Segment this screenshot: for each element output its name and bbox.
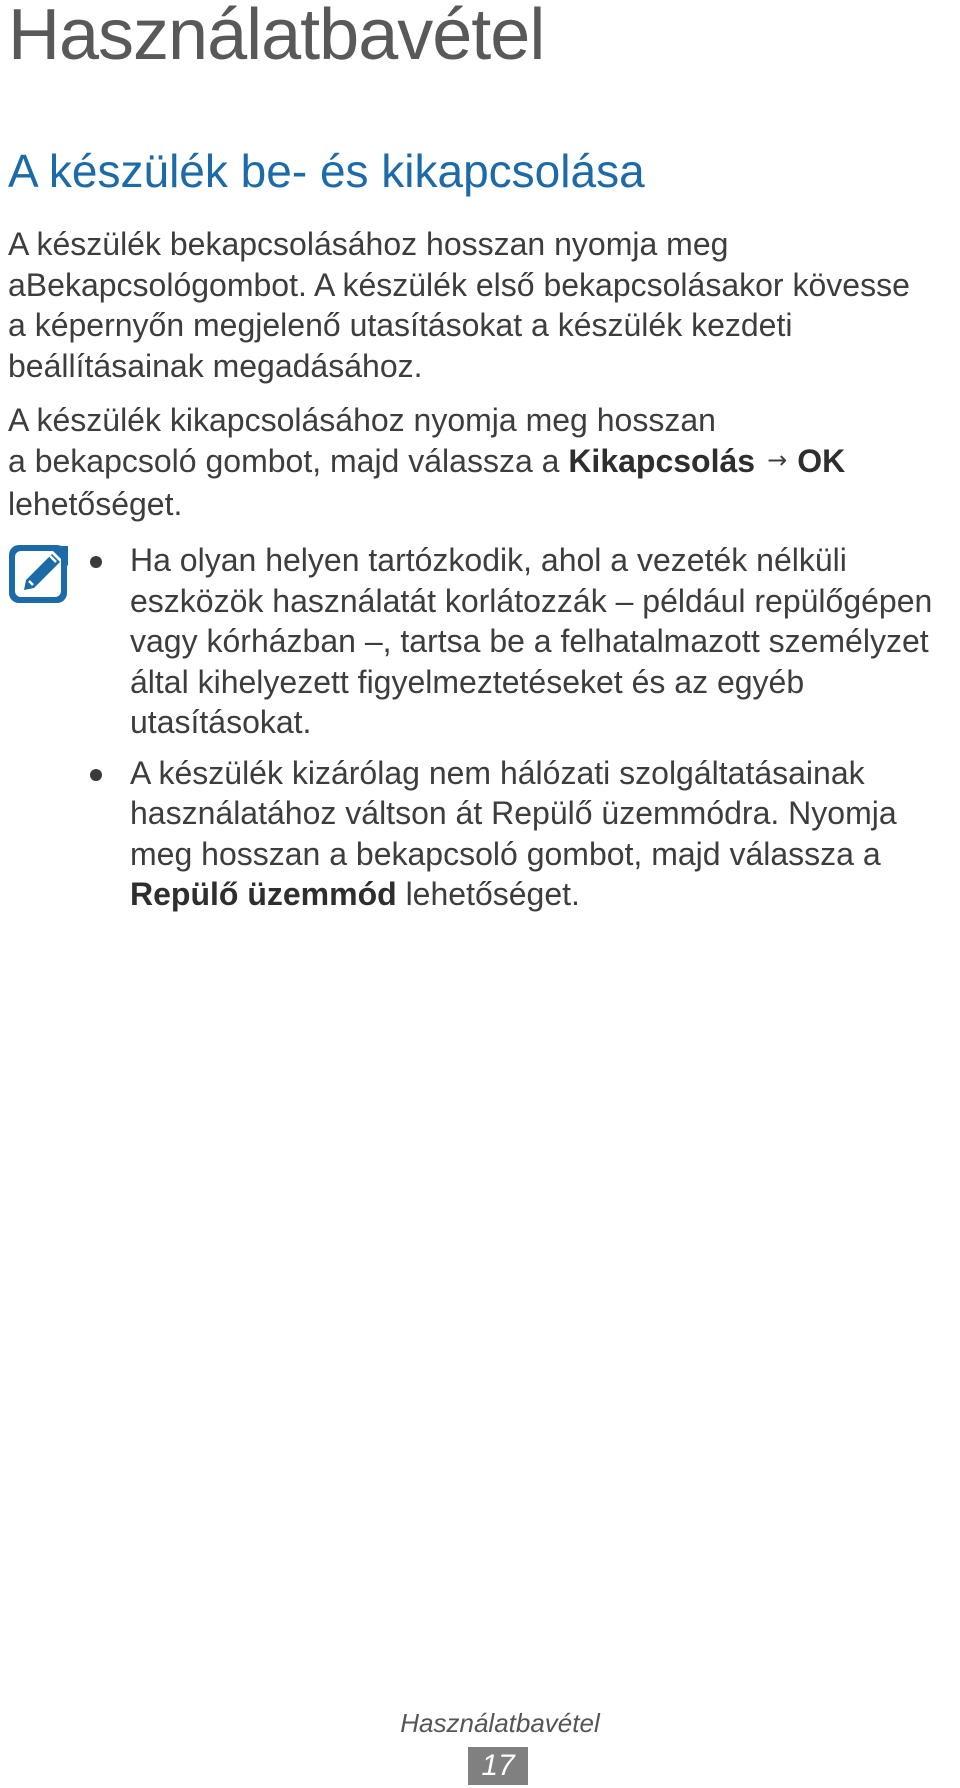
menu-option-power-off: Kikapcsolás: [568, 442, 756, 479]
paragraph-line: beállításainak megadásához.: [8, 347, 423, 384]
paragraph-line: lehetőséget.: [8, 486, 183, 522]
paragraph-line: aBekapcsológombot. A készülék első bekapcsolásakor kövesse: [8, 266, 910, 303]
note-pencil-icon: [6, 542, 72, 608]
note-line: eszközök használatát korlátozzák – például repülőgépen: [130, 582, 933, 619]
footer-section-label: Használatbavétel: [400, 1708, 600, 1738]
note-line: A készülék kizárólag nem hálózati szolgáltatásainak: [130, 754, 865, 791]
note-line: utasításokat.: [130, 704, 312, 740]
paragraph-line: A készülék kikapcsolásához nyomja meg hosszan: [8, 402, 716, 438]
paragraph-line: a képernyőn megjelenő utasításokat a készülék kezdeti: [8, 307, 793, 343]
page-number: 17: [468, 1747, 528, 1785]
menu-option-ok: OK: [797, 442, 846, 479]
note-line: [130, 874, 960, 915]
note-line: által kihelyezett figyelmeztetéseket és az egyéb: [130, 663, 805, 700]
note-item: [90, 753, 960, 915]
bullet-icon: [90, 556, 102, 568]
note-text: lehetőséget.: [396, 876, 580, 912]
note-line: Ha olyan helyen tartózkodik, ahol a vezeték nélküli: [130, 542, 847, 578]
section-heading: A készülék be- és kikapcsolása: [8, 145, 645, 197]
note-line: meg hosszan a bekapcsoló gombot, majd válassza a: [130, 835, 881, 872]
airplane-mode-term: Repülő üzemmód: [130, 876, 397, 912]
arrow-right-icon: →: [767, 445, 788, 474]
chapter-title: Használatbavétel: [8, 0, 545, 75]
note-item: [90, 540, 960, 743]
power-off-paragraph: [8, 400, 928, 525]
paragraph-text: a bekapcsoló gombot, majd válassza a: [8, 442, 569, 479]
note-list: [90, 540, 960, 925]
power-on-paragraph: [8, 224, 928, 386]
paragraph-line: A készülék bekapcsolásához hosszan nyomja meg: [8, 226, 729, 262]
note-line: használatához váltson át Repülő üzemmódra. Nyomja: [130, 795, 897, 831]
bullet-icon: [90, 769, 102, 781]
note-line: vagy kórházban –, tartsa be a felhatalmazott személyzet: [130, 623, 929, 659]
paragraph-line: [8, 441, 928, 485]
